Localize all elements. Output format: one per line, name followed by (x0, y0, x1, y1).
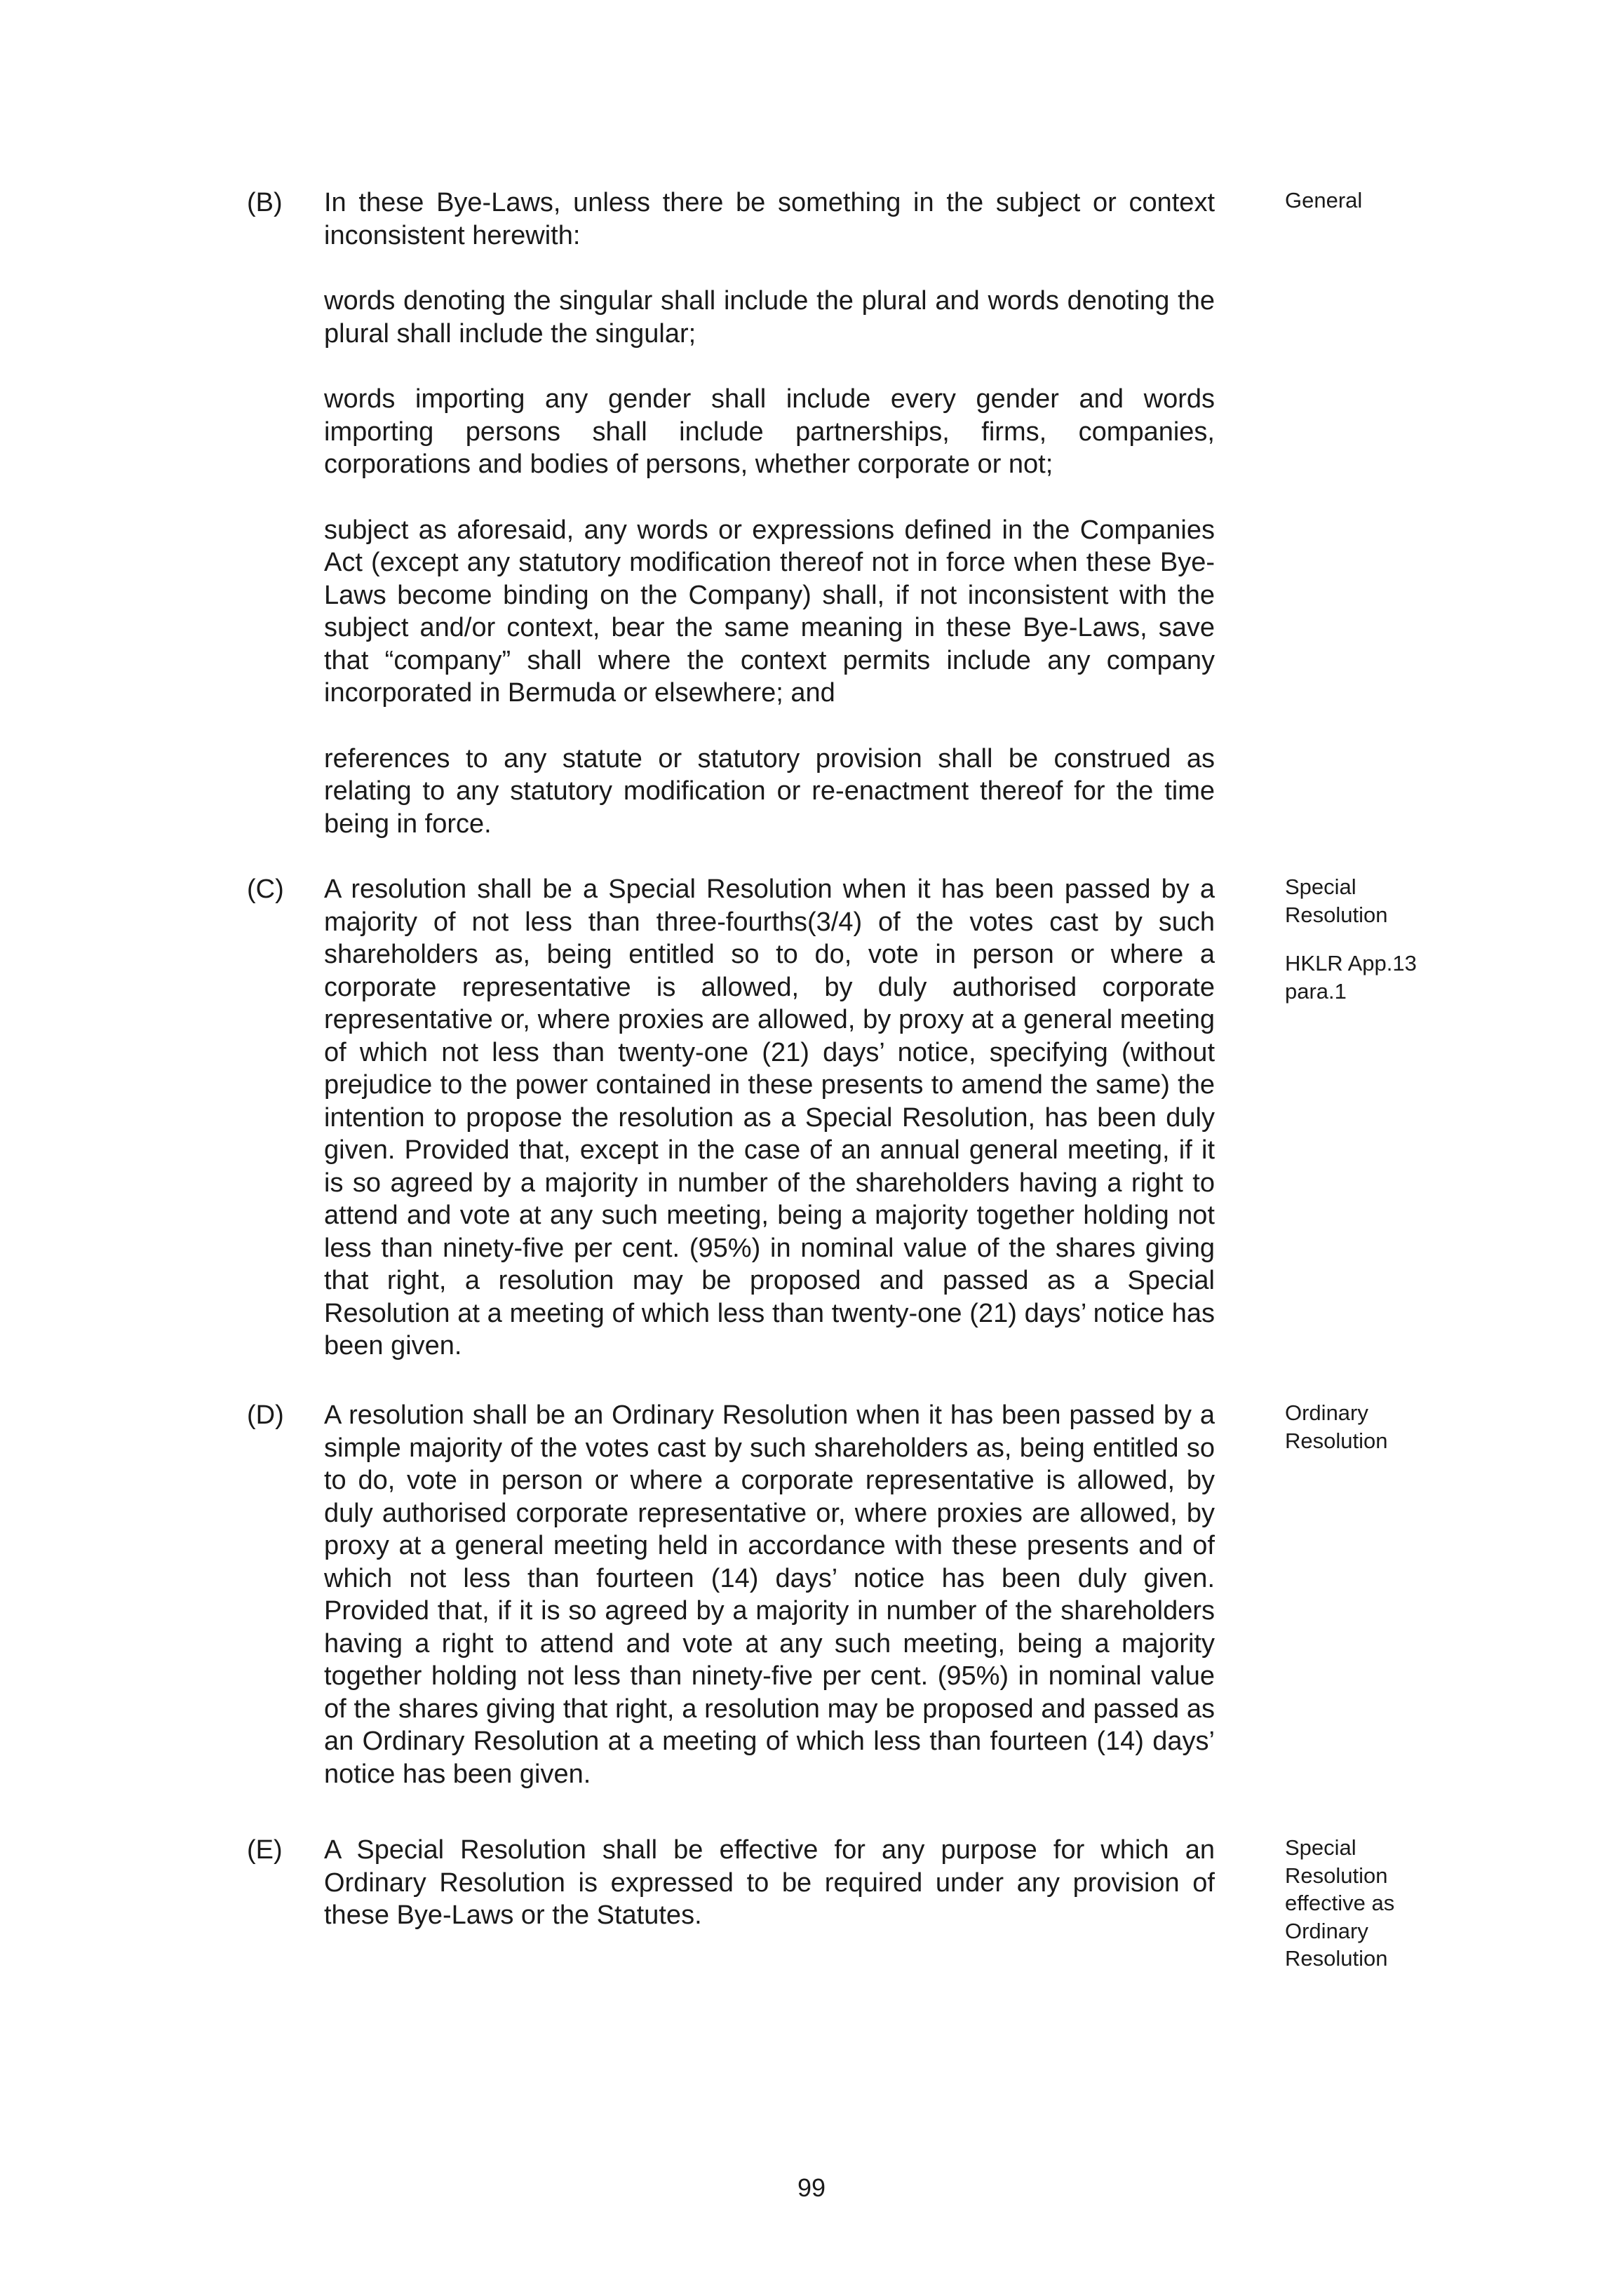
margin-note: General (1285, 188, 1363, 212)
clause-body (324, 873, 1215, 1363)
margin-notes (1285, 1399, 1495, 1475)
clause-label: (C) (247, 874, 284, 904)
clause-paragraph: A Special Resolution shall be effective for any purpose for which an Ordinary Resolution is expressed to be required under any provision of these Bye-Laws or the Statutes. (324, 1835, 1215, 1930)
clause-body (324, 187, 1215, 840)
clause-paragraph: A resolution shall be a Special Resolution when it has been passed by a majority of not less than three-fourths(3/4) of the votes cast by such shareholders as, being entitled so to do, vote in person or where a corporate representative is allowed, by duly authorised corporate representative or, where proxies are allowed, by proxy at a general meeting of which not less than twenty-one (21) days’ notice, specifying (without prejudice to the power contained in these presents to amend the same) the intention to propose the resolution as a Special Resolution, has been duly given. Provided that, except in the case of an annual general meeting, if it is so agreed by a majority in number of the shareholders having a right to attend and vote at any such meeting, being a majority together holding not less than ninety-five per cent. (95%) in nominal value of the shares giving that right, a resolution may be proposed and passed as a Special Resolution at a meeting of which less than twenty-one (21) days’ notice has been given. (324, 874, 1215, 1360)
margin-note: Ordinary Resolution (1285, 1400, 1388, 1453)
margin-notes (1285, 1834, 1495, 1994)
margin-note: Special Resolution (1285, 874, 1388, 927)
clause-paragraph: In these Bye-Laws, unless there be something in the subject or context inconsistent herewith: (324, 188, 1215, 250)
margin-notes (1285, 187, 1495, 236)
clause-label: (B) (247, 188, 283, 217)
clause-body (324, 1399, 1215, 1790)
margin-notes (1285, 873, 1495, 1026)
clause-paragraph: subject as aforesaid, any words or expressions defined in the Companies Act (except any statutory modification thereof not in force when these Bye-Laws become binding on the Company) shall, if not inconsistent with the subject and/or context, bear the same meaning in these Bye-Laws, save that “company” shall where the context permits include any company incorporated in Bermuda or elsewhere; and (324, 515, 1215, 708)
clause-paragraph: references to any statute or statutory provision shall be construed as relating to any statutory modification or re-enactment thereof for the time being in force. (324, 743, 1215, 839)
margin-note: HKLR App.13 para.1 (1285, 951, 1417, 1004)
page-number: 99 (797, 2173, 826, 2202)
clause-body (324, 1834, 1215, 1932)
clause-label: (E) (247, 1835, 283, 1865)
clause-label: (D) (247, 1400, 284, 1430)
clause-paragraph: words denoting the singular shall include the plural and words denoting the plural shall include the singular; (324, 286, 1215, 349)
margin-note: Special Resolution effective as Ordinary Resolution (1285, 1835, 1395, 1971)
clause-paragraph: A resolution shall be an Ordinary Resolution when it has been passed by a simple majority of the votes cast by such shareholders as, being entitled so to do, vote in person or where a corporate representative is allowed, by duly authorised corporate representative or, where proxies are allowed, by proxy at a general meeting held in accordance with these presents and of which not less than fourteen (14) days’ notice has been duly given. Provided that, if it is so agreed by a majority in number of the shareholders having a right to attend and vote at any such meeting, being a majority together holding not less than ninety-five per cent. (95%) in nominal value of the shares giving that right, a resolution may be proposed and passed as an Ordinary Resolution at a meeting of which less than fourteen (14) days’ notice has been given. (324, 1400, 1215, 1789)
clause-paragraph: words importing any gender shall include every gender and words importing persons shall include partnerships, firms, companies, corporations and bodies of persons, whether corporate or not; (324, 384, 1215, 479)
